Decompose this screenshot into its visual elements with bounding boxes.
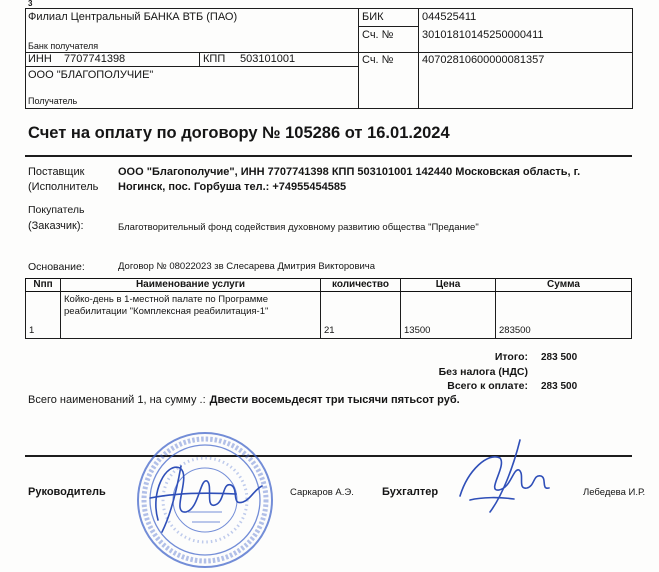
supplier-details-line-1: ООО "Благополучие", ИНН 7707741398 КПП 503101001 142440 Московская область, г. <box>118 166 581 178</box>
bank-label: Банк получателя <box>28 41 99 51</box>
supplier-details-line-2: Ногинск, пос. Горбуша тел.: +74955454585 <box>118 181 347 193</box>
total-value: 283 500 <box>541 352 578 363</box>
recipient-name: ООО "БЛАГОПОЛУЧИЕ" <box>28 69 154 81</box>
cell-name-line-1: Койко-день в 1-местной палате по Программе <box>64 294 269 305</box>
table-row <box>26 292 632 339</box>
basis-value: Договор № 08022023 зв Слесарева Дмитрия Викторовича <box>118 261 376 272</box>
signature-rule <box>25 455 632 457</box>
header-num: Nпп <box>26 279 61 292</box>
stamp-center-mark <box>188 512 222 522</box>
bank-divider <box>358 26 418 27</box>
director-signature <box>150 466 262 532</box>
table-header-row <box>26 279 632 292</box>
round-stamp <box>138 433 272 567</box>
account-label: Сч. № <box>362 54 394 66</box>
kpp-label: КПП <box>203 53 226 65</box>
header-price: Цена <box>401 279 496 292</box>
bik-value: 044525411 <box>422 11 477 23</box>
kpp-value: 503101001 <box>240 53 296 65</box>
corr-account-label: Сч. № <box>362 29 394 41</box>
cell-quantity: 21 <box>321 292 401 339</box>
stamp-middle-ring <box>150 445 260 555</box>
cell-num: 1 <box>26 292 61 339</box>
bank-divider <box>418 8 419 108</box>
total-label: Итого: <box>494 351 528 363</box>
corr-account-value: 30101810145250000411 <box>422 29 544 41</box>
recipient-label: Получатель <box>28 96 78 106</box>
supplier-label-2: (Исполнитель <box>28 181 99 193</box>
header-name: Наименование услуги <box>61 279 321 292</box>
cell-name-line-2: реабилитации "Комплексная реабилитация-1" <box>64 306 269 317</box>
invoice-title: Счет на оплату по договору № 105286 от 16.01.2024 <box>28 124 450 142</box>
payable-value: 283 500 <box>541 381 578 392</box>
bank-divider <box>25 66 358 67</box>
summary-prefix: Всего наименований 1, на сумму .: <box>28 394 206 406</box>
title-rule <box>25 155 632 157</box>
bik-label: БИК <box>362 11 384 23</box>
bank-divider <box>199 52 200 66</box>
accountant-label: Бухгалтер <box>382 486 439 498</box>
vat-label: Без налога (НДС) <box>438 366 528 378</box>
stamp-inner-text-ring <box>163 458 247 542</box>
bank-name: Филиал Центральный БАНКА ВТБ (ПАО) <box>28 11 238 23</box>
accountant-name: Лебедева И.Р. <box>583 487 646 498</box>
cell-sum: 283500 <box>496 292 632 339</box>
buyer-label: Покупатель <box>28 204 85 216</box>
director-label: Руководитель <box>28 486 106 498</box>
payable-label: Всего к оплате: <box>447 380 528 392</box>
header-sum: Сумма <box>496 279 632 292</box>
summary-amount-words: Двести восемьдесят три тысячи пятьсот руб. <box>209 394 460 406</box>
director-name: Саркаров А.Э. <box>290 487 354 498</box>
buyer-details: Благотворительный фонд содействия духовному развитию общества "Предание" <box>118 222 479 233</box>
page-number: 3 <box>28 0 33 8</box>
accountant-signature <box>460 440 549 512</box>
stamp-text-ring <box>144 439 266 561</box>
header-quantity: количество <box>321 279 401 292</box>
buyer-label-2: (Заказчик): <box>28 220 84 232</box>
bank-divider <box>358 8 359 108</box>
stamp-outer-ring <box>138 433 272 567</box>
inn-value: 7707741398 <box>64 53 126 65</box>
cell-name <box>61 292 321 339</box>
basis-label: Основание: <box>28 261 85 273</box>
summary-line <box>28 394 460 407</box>
cell-price: 13500 <box>401 292 496 339</box>
inn-label: ИНН <box>28 53 52 65</box>
account-value: 40702810600000081357 <box>422 54 545 66</box>
supplier-label: Поставщик <box>28 166 85 178</box>
stamp-inner-ring <box>173 468 237 532</box>
items-table <box>25 278 632 339</box>
